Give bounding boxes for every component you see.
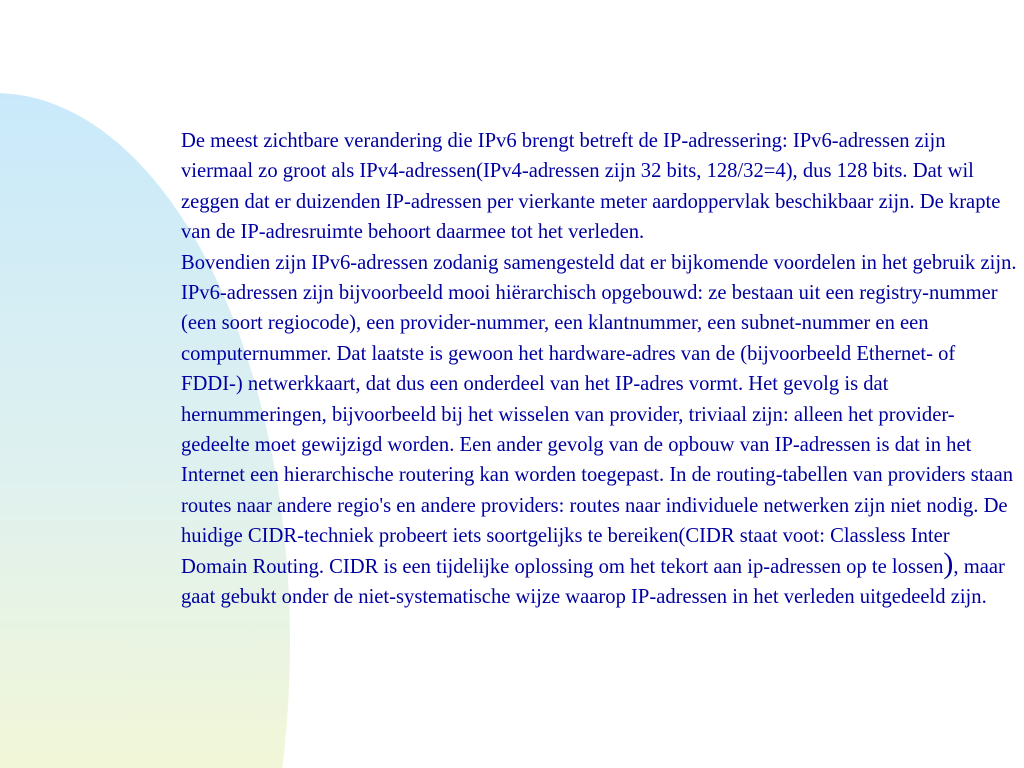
closing-parenthesis: ) <box>943 546 954 580</box>
paragraph-ipv6-advantages <box>181 248 1017 613</box>
paragraph-ipv6-addressing: De meest zichtbare verandering die IPv6 brengt betreft de IP-adressering: IPv6-adressen zijn viermaal zo groot als IPv4-adressen(IPv4-adressen zijn 32 bits, 128/32=4), dus 128 bits. Dat wil zeggen dat er duizenden IP-adressen per vierkante meter aardoppervlak beschikbaar zijn. De krapte van de IP-adresruimte behoort daarmee tot het verleden. <box>181 130 1001 244</box>
paragraph-ipv6-advantages-part2: , maar gaat gebukt onder de niet-systematische wijze waarop IP-adressen in het verleden uitgedeeld zijn. <box>181 555 1005 609</box>
slide-body-text <box>181 126 1017 613</box>
paragraph-ipv6-advantages-part1: Bovendien zijn IPv6-adressen zodanig samengesteld dat er bijkomende voordelen in het gebruik zijn. IPv6-adressen zijn bijvoorbeeld mooi hiërarchisch opgebouwd: ze bestaan uit een registry-nummer (een soort regiocode), een provider-nummer, een klantnummer, een subnet-nummer en een computernummer. Dat laatste is gewoon het hardware-adres van de (bijvoorbeeld Ethernet- of FDDI-) netwerkkaart, dat dus een onderdeel van het IP-adres vormt. Het gevolg is dat hernummeringen, bijvoorbeeld bij het wisselen van provider, triviaal zijn: alleen het provider- gedeelte moet gewijzigd worden. Een ander gevolg van de opbouw van IP-adressen is dat in het Internet een hierarchische routering kan worden toegepast. In de routing-tabellen van providers staan routes naar andere regio's en andere providers: routes naar individuele netwerken zijn niet nodig. De huidige CIDR-techniek probeert iets soortgelijks te bereiken(CIDR staat voot: Classless Inter Domain Routing. CIDR is een tijdelijke oplossing om het tekort aan ip-adressen op te lossen <box>181 251 1017 578</box>
